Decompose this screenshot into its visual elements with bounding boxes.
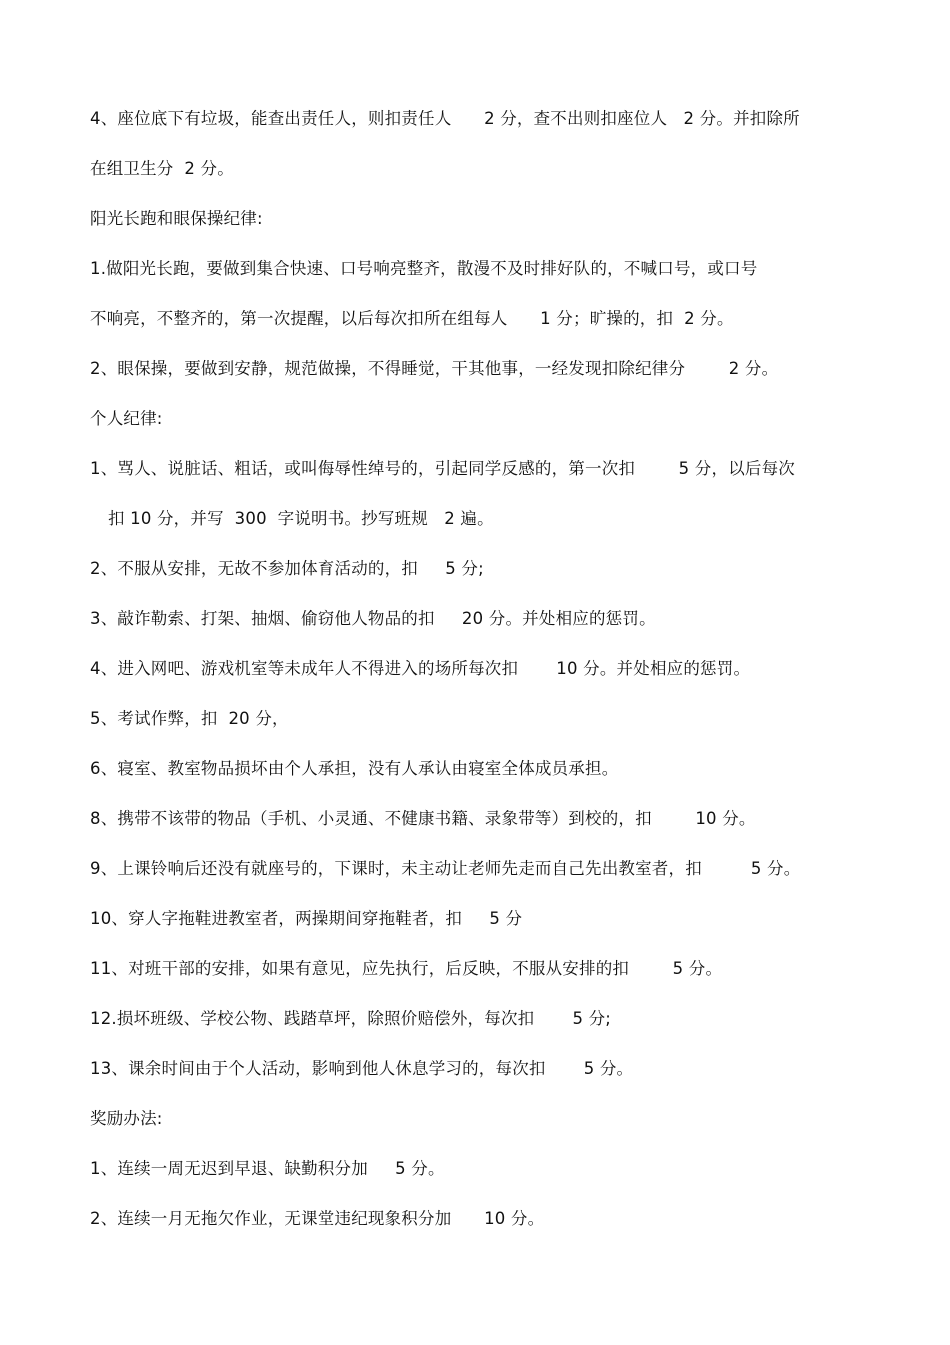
text-line-19: 12.损坏班级、学校公物、践踏草坪，除照价赔偿外，每次扣 5 分; [90,1009,612,1028]
text-line-6: 2、眼保操，要做到安静，规范做操，不得睡觉，干其他事，一经发现扣除纪律分 2 分。 [90,359,779,378]
section-heading-rewards: 奖励办法: [90,1109,163,1128]
text-line-5: 不响亮，不整齐的，第一次提醒，以后每次扣所在组每人 1 分；旷操的，扣 2 分。 [90,309,734,328]
text-line-11: 3、敲诈勒索、打架、抽烟、偷窃他人物品的扣 20 分。并处相应的惩罚。 [90,609,656,628]
text-line-13: 5、考试作弊，扣 20 分， [90,709,289,728]
section-heading-personal-discipline: 个人纪律: [90,409,163,428]
text-line-16: 9、上课铃响后还没有就座号的，下课时，未主动让老师先走而自己先出教室者，扣 5 分。 [90,859,801,878]
text-line-12: 4、进入网吧、游戏机室等未成年人不得进入的场所每次扣 10 分。并处相应的惩罚。 [90,659,751,678]
text-line-1: 4、座位底下有垃圾，能查出责任人，则扣责任人 2 分，查不出则扣座位人 2 分。并扣除所 [90,109,800,128]
text-line-9: 扣 10 分，并写 300 字说明书。抄写班规 2 遍。 [108,509,494,528]
text-line-22: 1、连续一周无迟到早退、缺勤积分加 5 分。 [90,1159,445,1178]
text-line-20: 13、课余时间由于个人活动，影响到他人休息学习的，每次扣 5 分。 [90,1059,634,1078]
text-line-17: 10、穿人字拖鞋进教室者，两操期间穿拖鞋者，扣 5 分 [90,909,523,928]
text-line-15: 8、携带不该带的物品（手机、小灵通、不健康书籍、录象带等）到校的，扣 10 分。 [90,809,756,828]
text-line-14: 6、寝室、教室物品损坏由个人承担，没有人承认由寝室全体成员承担。 [90,759,619,778]
text-line-10: 2、不服从安排，无故不参加体育活动的，扣 5 分; [90,559,484,578]
text-line-18: 11、对班干部的安排，如果有意见，应先执行，后反映，不服从安排的扣 5 分。 [90,959,723,978]
text-line-4: 1.做阳光长跑，要做到集合快速、口号响亮整齐，散漫不及时排好队的，不喊口号，或口号 [90,259,758,278]
text-line-8: 1、骂人、说脏话、粗话，或叫侮辱性绰号的，引起同学反感的，第一次扣 5 分，以后每次 [90,459,795,478]
section-heading-running-eye-exercise: 阳光长跑和眼保操纪律: [90,209,263,228]
text-line-2: 在组卫生分 2 分。 [90,159,234,178]
text-line-23: 2、连续一月无拖欠作业，无课堂违纪现象积分加 10 分。 [90,1209,545,1228]
